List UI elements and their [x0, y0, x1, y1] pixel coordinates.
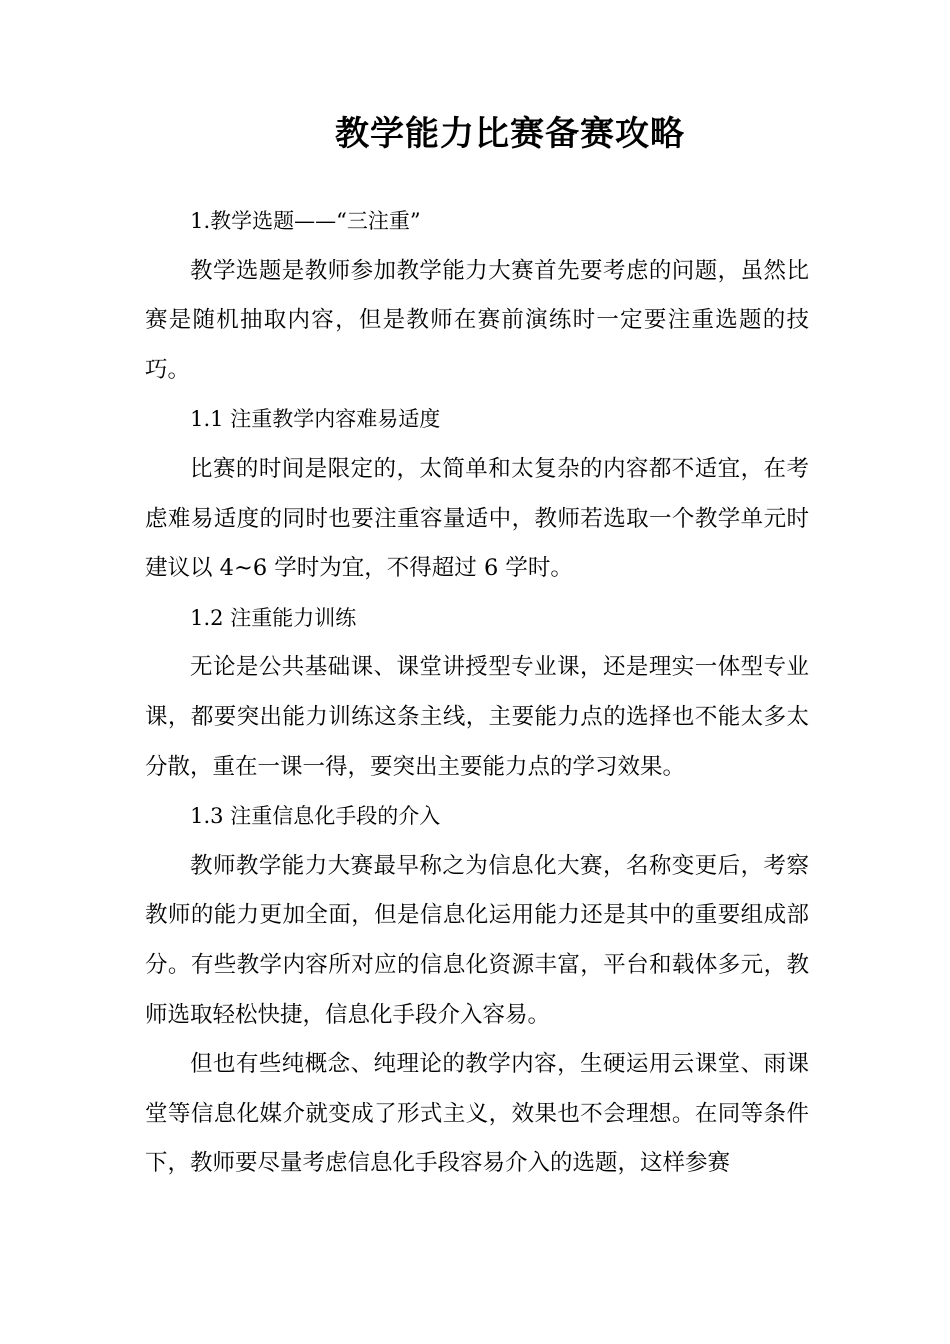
section-heading-1: 1.教学选题——“三注重” [190, 209, 421, 233]
section-heading-1-1: 1.1 注重教学内容难易适度 [190, 407, 441, 432]
paragraph-4: 教师教学能力大赛最早称之为信息化大赛，名称变更后，考察教师的能力更加全面，但是信息化运用能力还是其中的重要组成部分。有些教学内容所对应的信息化资源丰富，平台和载体多元，教师选取轻松快捷，信息化手段介入容易。 [145, 852, 809, 1028]
paragraph-2: 比赛的时间是限定的，太简单和太复杂的内容都不适宜，在考虑难易适度的同时也要注重容量适中，教师若选取一个教学单元时建议以 4~6 学时为宜，不得超过 6 学时。 [145, 455, 809, 582]
paragraph-5: 但也有些纯概念、纯理论的教学内容，生硬运用云课堂、雨课堂等信息化媒介就变成了形式主义，效果也不会理想。在同等条件下，教师要尽量考虑信息化手段容易介入的选题，这样参赛 [145, 1051, 809, 1177]
document-body [145, 197, 809, 1189]
paragraph-1: 教学选题是教师参加教学能力大赛首先要考虑的问题，虽然比赛是随机抽取内容，但是教师在赛前演练时一定要注重选题的技巧。 [145, 257, 809, 383]
section-heading-1-2: 1.2 注重能力训练 [190, 605, 357, 630]
paragraph-3: 无论是公共基础课、课堂讲授型专业课，还是理实一体型专业课，都要突出能力训练这条主线，主要能力点的选择也不能太多太分散，重在一课一得，要突出主要能力点的学习效果。 [145, 654, 809, 780]
document-title: 教学能力比赛备赛攻略 [335, 114, 685, 154]
section-heading-1-3: 1.3 注重信息化手段的介入 [190, 804, 441, 829]
